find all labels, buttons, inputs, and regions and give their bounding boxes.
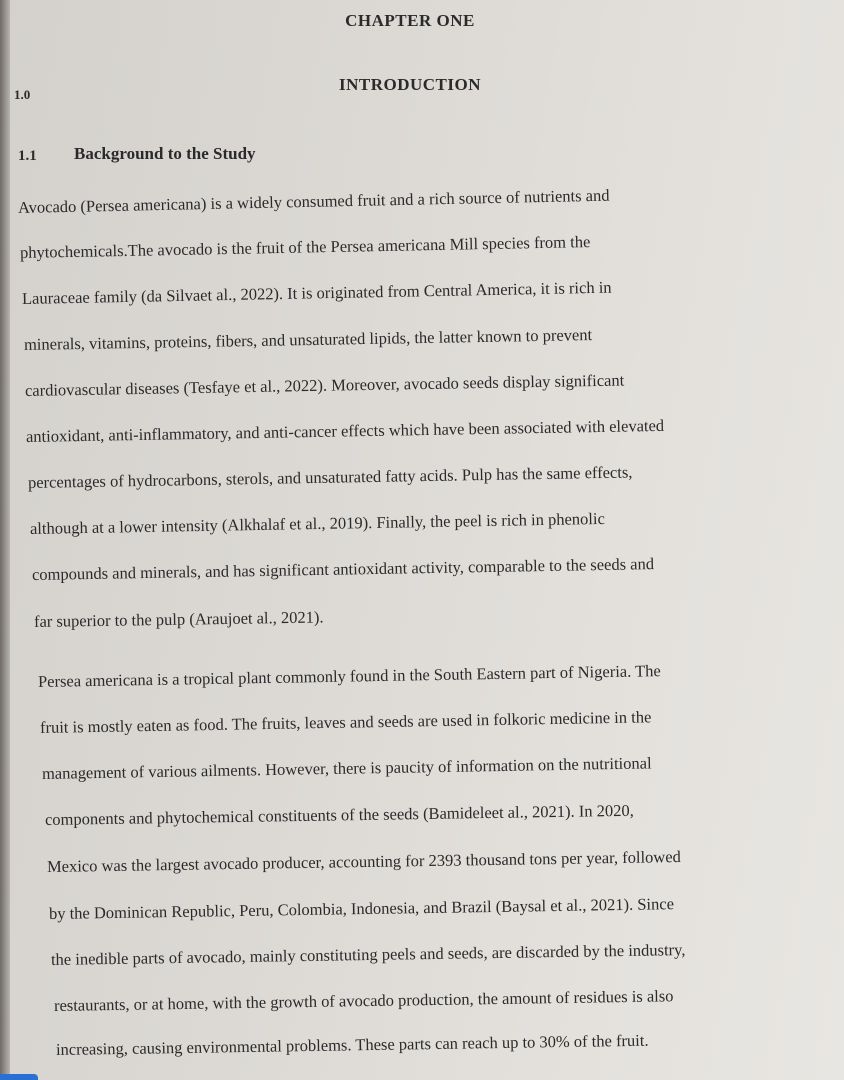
paragraph-1-line: although at a lower intensity (Alkhalaf et al., 2019). Finally, the peel is rich in phenolic [29, 508, 605, 538]
paragraph-1-line: Avocado (Persea americana) is a widely consumed fruit and a rich source of nutrients and [17, 185, 610, 217]
paragraph-1-line: phytochemicals.The avocado is the fruit of the Persea americana Mill species from the [19, 232, 591, 262]
paragraph-1-line: percentages of hydrocarbons, sterols, and unsaturated fatty acids. Pulp has the same effects, [27, 462, 633, 492]
paragraph-1-line: Lauraceae family (da Silvaet al., 2022). It is originated from Central America, it is rich in [21, 277, 612, 308]
corner-marker [0, 1074, 38, 1080]
paragraph-1-line: cardiovascular diseases (Tesfaye et al., 2022). Moreover, avocado seeds display significant [24, 370, 625, 400]
paragraph-2-line: fruit is mostly eaten as food. The fruits, leaves and seeds are used in folkoric medicine in the [39, 707, 652, 737]
chapter-heading: CHAPTER ONE [345, 11, 475, 30]
paragraph-2-line: by the Dominican Republic, Peru, Colombia, Indonesia, and Brazil (Baysal et al., 2021). Since [48, 894, 675, 923]
paragraph-1-line: far superior to the pulp (Araujoet al., 2021). [33, 607, 324, 631]
paragraph-2-line: management of various ailments. However, there is paucity of information on the nutritional [41, 753, 652, 783]
paragraph-2-line: Persea americana is a tropical plant commonly found in the South Eastern part of Nigeria. The [37, 661, 661, 691]
paragraph-2-line: the inedible parts of avocado, mainly constituting peels and seeds, are discarded by the industry, [50, 940, 686, 969]
paragraph-2-line: components and phytochemical constituents of the seeds (Bamideleet al., 2021). In 2020, [44, 800, 634, 829]
page-edge-shadow [0, 0, 10, 1080]
section-number: 1.1 [18, 148, 37, 164]
paragraph-2-line: Mexico was the largest avocado producer, accounting for 2393 thousand tons per year, followed [46, 847, 681, 876]
paragraph-1-line: minerals, vitamins, proteins, fibers, and unsaturated lipids, the latter known to prevent [23, 325, 593, 354]
paragraph-1-line: antioxidant, anti-inflammatory, and anti-cancer effects which have been associated with elevated [25, 415, 665, 446]
intro-number: 1.0 [14, 87, 31, 102]
intro-heading: INTRODUCTION [338, 75, 482, 94]
paragraph-2-line: increasing, causing environmental problems. These parts can reach up to 30% of the fruit. [55, 1030, 649, 1059]
section-title: Background to the Study [74, 144, 256, 163]
paragraph-2-line: restaurants, or at home, with the growth of avocado production, the amount of residues is also [53, 986, 674, 1015]
paragraph-1-line: compounds and minerals, and has significant antioxidant activity, comparable to the seeds and [31, 554, 655, 584]
